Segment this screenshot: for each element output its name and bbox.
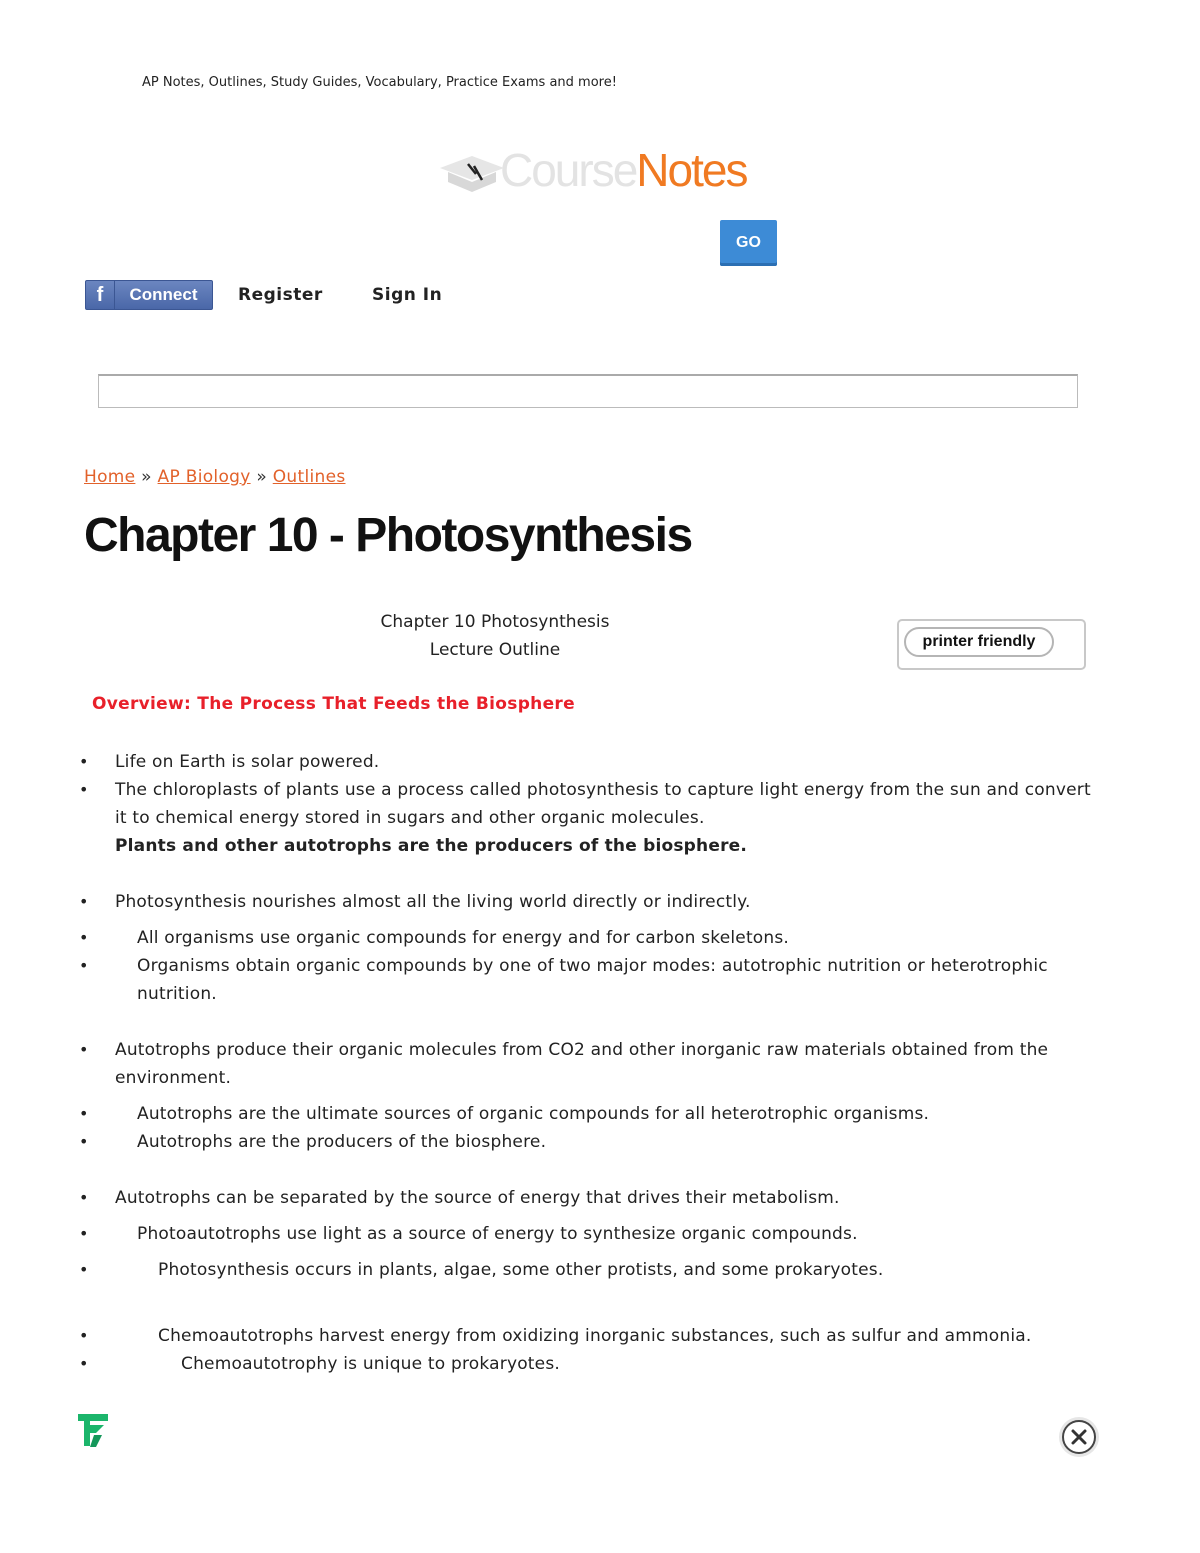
breadcrumb-outlines-link[interactable]: Outlines <box>272 467 346 487</box>
search-input[interactable] <box>98 374 1078 408</box>
list-item-text: Organisms obtain organic compounds by one of two major modes: autotrophic nutrition or heterotrophic nutrition. <box>137 956 1048 1004</box>
section-heading: Overview: The Process That Feeds the Biosphere <box>92 694 575 714</box>
close-button[interactable] <box>1062 1420 1096 1454</box>
list-item: • The chloroplasts of plants use a process called photosynthesis to capture light energy from the sun and convert it to chemical energy stored in sugars and other organic molecules. <box>95 776 1095 832</box>
outline-content <box>95 748 1095 1378</box>
brand-logo-icon[interactable] <box>76 1411 110 1449</box>
logo-text-notes: Notes <box>636 144 747 196</box>
facebook-icon: f <box>86 281 115 309</box>
list-item <box>95 952 1095 1008</box>
list-item: • Photoautotrophs use light as a source of energy to synthesize organic compounds. <box>95 1220 1095 1248</box>
site-tagline: AP Notes, Outlines, Study Guides, Vocabulary, Practice Exams and more! <box>142 75 617 90</box>
breadcrumb-separator: » <box>141 467 152 487</box>
list-item-text: All organisms use organic compounds for energy and for carbon skeletons. <box>137 928 790 948</box>
register-link[interactable]: Register <box>238 285 323 305</box>
logo-text-course: Course <box>500 144 637 196</box>
graduation-cap-icon <box>438 138 508 198</box>
list-item: • Chemoautotrophs harvest energy from oxidizing inorganic substances, such as sulfur and ammonia. <box>95 1322 1095 1350</box>
logo-text <box>500 140 746 200</box>
list-item: • Photosynthesis occurs in plants, algae, some other protists, and some prokaryotes. <box>95 1256 1095 1284</box>
breadcrumb-separator: » <box>256 467 268 487</box>
printer-friendly-button[interactable]: printer friendly <box>904 627 1054 657</box>
list-item: • Autotrophs produce their organic molecules from CO2 and other inorganic raw materials obtained from the environment. <box>95 1036 1095 1092</box>
list-item: • Autotrophs are the ultimate sources of organic compounds for all heterotrophic organisms. <box>95 1100 1095 1128</box>
go-button[interactable]: GO <box>720 220 777 266</box>
facebook-connect-label: Connect <box>129 285 198 304</box>
breadcrumb <box>84 467 346 487</box>
list-item: • Chemoautotrophy is unique to prokaryotes. <box>95 1350 1095 1378</box>
breadcrumb-home-link[interactable]: Home <box>84 467 136 487</box>
printer-friendly-box <box>897 619 1086 670</box>
list-item: • Photosynthesis nourishes almost all the living world directly or indirectly. <box>95 888 1095 916</box>
list-item <box>95 924 1095 952</box>
intro-line-1: Chapter 10 Photosynthesis <box>380 612 610 632</box>
close-icon <box>1070 1428 1088 1446</box>
list-item: • Life on Earth is solar powered. <box>95 748 1095 776</box>
bold-statement: Plants and other autotrophs are the producers of the biosphere. <box>115 836 748 856</box>
lecture-intro <box>300 608 690 664</box>
facebook-connect-button[interactable] <box>85 280 213 310</box>
footer-area <box>0 1415 1200 1553</box>
coursenotes-logo[interactable] <box>438 138 748 202</box>
intro-line-2: Lecture Outline <box>429 640 561 660</box>
list-item: • Autotrophs are the producers of the biosphere. <box>95 1128 1095 1156</box>
list-item: • Autotrophs can be separated by the source of energy that drives their metabolism. <box>95 1184 1095 1212</box>
sign-in-link[interactable]: Sign In <box>372 285 443 305</box>
page-title: Chapter 10 - Photosynthesis <box>84 509 692 562</box>
breadcrumb-ap-biology-link[interactable]: AP Biology <box>157 467 251 487</box>
